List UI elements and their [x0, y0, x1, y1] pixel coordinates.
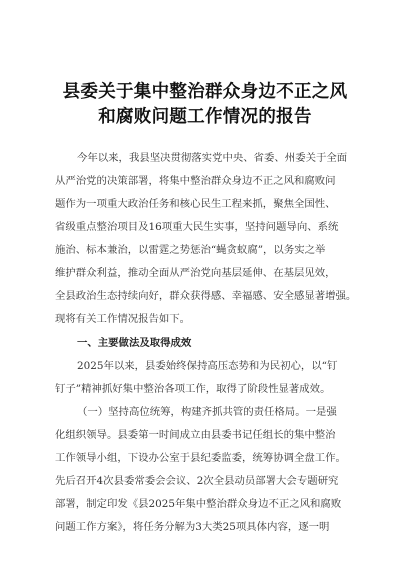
document-title-line-1: 县委关于集中整治群众身边不正之风 [62, 82, 348, 102]
section-1-heading: 一、主要做法及取得成效 [77, 337, 192, 349]
paragraph-3-line-1: （一）坚持高位统筹，构建齐抓共管的责任格局。一是强 [77, 406, 337, 418]
paragraph-2-line-2: 钉子”精神抓好集中整治各项工作，取得了阶段性显著成效。 [55, 383, 331, 395]
paragraph-3-line-2: 化组织领导。县委第一时间成立由县委书记任组长的集中整治 [55, 429, 336, 441]
paragraph-3-line-3: 工作领导小组，下设办公室于县纪委监委，统筹协调全盘工作。 [55, 452, 346, 464]
paragraph-3-line-6: 问题工作方案》，将任务分解为3大类25项具体内容，逐一明 [55, 521, 330, 533]
paragraph-3-line-5: 部署，制定印发《县2025年集中整治群众身边不正之风和腐败 [55, 498, 342, 510]
paragraph-1-line-3: 题作为一项重大政治任务和核心民生工程来抓，聚焦全国性、 [55, 198, 336, 210]
paragraph-1-line-7: 全县政治生态持续向好，群众获得感、幸福感、安全感显著增强。 [55, 290, 357, 302]
paragraph-1-line-4: 省级重点整治项目及16项重大民生实事，坚持问题导向、系统 [55, 221, 339, 233]
paragraph-2-line-1: 2025年以来，县委始终保持高压态势和为民初心，以“钉 [77, 360, 338, 372]
paragraph-1-line-6: 维护群众利益，推动全面从严治党向基层延伸、在基层见效， [55, 267, 336, 279]
document-title-line-2: 和腐败问题工作情况的报告 [98, 107, 312, 127]
paragraph-3-line-4: 先后召开4次县委常委会会议、2次全县动员部署大会专题研究 [55, 475, 339, 487]
paragraph-1-line-8: 现将有关工作情况报告如下。 [55, 313, 191, 325]
paragraph-1-line-1: 今年以来，我县坚决贯彻落实党中央、省委、州委关于全面 [77, 152, 348, 164]
paragraph-1-line-2: 从严治党的决策部署，将集中整治群众身边不正之风和腐败问 [55, 175, 336, 187]
paragraph-1-line-5: 施治、标本兼治，以雷霆之势惩治“蝇贪蚁腐”，以务实之举 [55, 244, 326, 256]
